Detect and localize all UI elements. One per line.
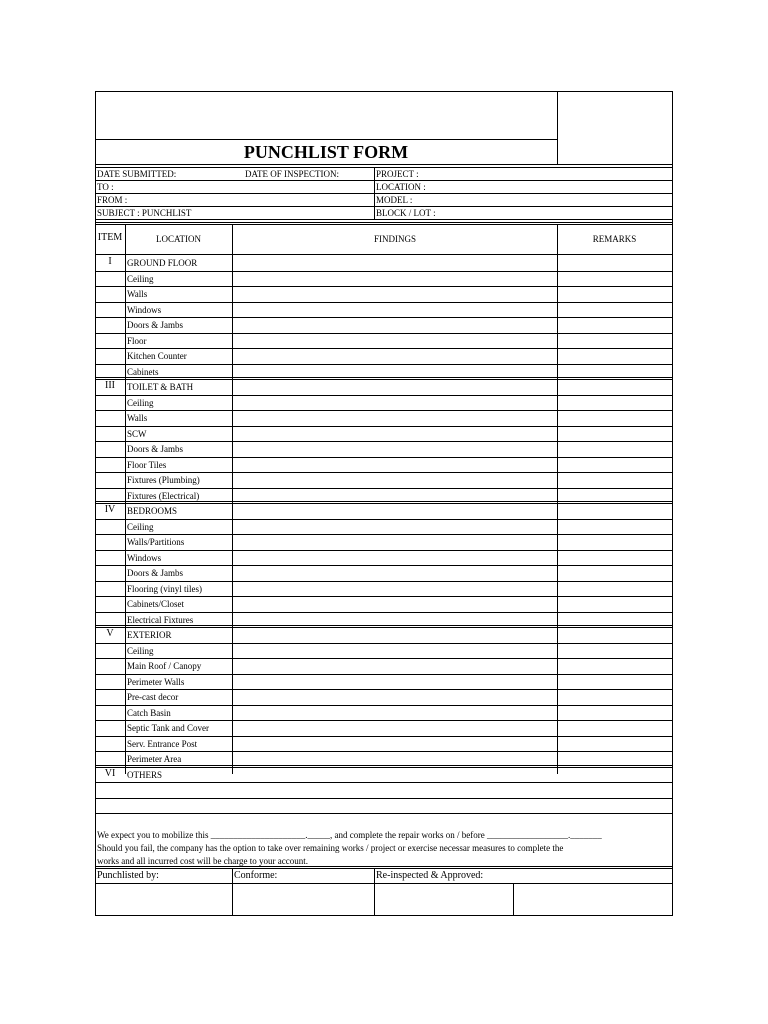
list-item: Doors & Jambs xyxy=(127,568,183,578)
list-item: Kitchen Counter xyxy=(127,351,187,361)
table-row-line xyxy=(95,395,673,396)
list-item: Main Roof / Canopy xyxy=(127,661,202,671)
table-row-line xyxy=(95,302,673,303)
punchlist-form xyxy=(95,91,673,916)
table-row-line xyxy=(95,519,673,520)
notice-line-2: Should you fail, the company has the option to take over remaining works / project or exercise necessar measures to complete the xyxy=(97,843,564,853)
col-item-header: ITEM xyxy=(97,232,123,243)
list-item: Walls xyxy=(127,413,148,423)
table-row-line xyxy=(95,426,673,427)
list-item: Cabinets xyxy=(127,367,159,377)
list-item: Perimeter Area xyxy=(127,754,182,764)
table-row-line xyxy=(95,751,673,752)
table-row-line xyxy=(95,379,673,380)
table-row-line xyxy=(95,720,673,721)
conforme-label: Conforme: xyxy=(234,870,278,881)
list-item: Fixtures (Plumbing) xyxy=(127,475,200,485)
list-item: Ceiling xyxy=(127,522,154,532)
table-row-line xyxy=(95,627,673,628)
list-item: Pre-cast decor xyxy=(127,692,179,702)
table-row-line xyxy=(95,333,673,334)
table-row-line xyxy=(95,457,673,458)
table-row-line xyxy=(95,689,673,690)
table-row-line xyxy=(95,674,673,675)
remarks-column-divider xyxy=(557,224,558,774)
section-separator xyxy=(95,765,673,766)
table-row-line xyxy=(95,813,673,814)
from-label: FROM : xyxy=(97,195,128,205)
list-item: Electrical Fixtures xyxy=(127,615,194,625)
list-item: Cabinets/Closet xyxy=(127,599,184,609)
list-item: Windows xyxy=(127,305,162,315)
list-item: Walls xyxy=(127,289,148,299)
table-top-line xyxy=(95,224,673,225)
section-title: EXTERIOR xyxy=(127,630,172,640)
table-row-line xyxy=(95,271,673,272)
table-row-line xyxy=(95,798,673,799)
table-row-line xyxy=(95,441,673,442)
signature-divider-1 xyxy=(232,868,233,916)
table-row-line xyxy=(95,503,673,504)
signature-divider-3 xyxy=(513,883,514,916)
date-of-inspection-label: DATE OF INSPECTION: xyxy=(245,169,340,179)
table-row-line xyxy=(95,596,673,597)
notice-line-1: We expect you to mobilize this _____________________._____, and complete the repair works on / before __________________._______ xyxy=(97,830,602,840)
punchlisted-by-label: Punchlisted by: xyxy=(97,870,159,881)
signature-top-line-2 xyxy=(95,868,673,869)
table-row-line xyxy=(95,364,673,365)
list-item: Serv. Entrance Post xyxy=(127,739,198,749)
table-row-line xyxy=(95,550,673,551)
table-row-line xyxy=(95,348,673,349)
table-row-line xyxy=(95,612,673,613)
table-row-line xyxy=(95,565,673,566)
section-title: GROUND FLOOR xyxy=(127,258,198,268)
list-item: Ceiling xyxy=(127,646,154,656)
model-label: MODEL : xyxy=(376,195,413,205)
list-item: Windows xyxy=(127,553,162,563)
table-row-line xyxy=(95,534,673,535)
list-item: Floor Tiles xyxy=(127,460,167,470)
table-header-bottom-line xyxy=(95,254,673,255)
table-row-line xyxy=(95,658,673,659)
logo-box-divider xyxy=(557,91,558,164)
block-lot-label: BLOCK / LOT : xyxy=(376,208,436,218)
list-item: Doors & Jambs xyxy=(127,444,183,454)
table-row-line xyxy=(95,782,673,783)
list-item: Perimeter Walls xyxy=(127,677,185,687)
list-item: Ceiling xyxy=(127,274,154,284)
section-numeral: IV xyxy=(104,504,116,515)
to-label: TO : xyxy=(97,182,114,192)
section-numeral: V xyxy=(106,628,114,639)
section-title: TOILET & BATH xyxy=(127,382,194,392)
frame-top xyxy=(95,91,673,92)
location-column-divider xyxy=(232,224,233,774)
table-row-line xyxy=(95,410,673,411)
list-item: Ceiling xyxy=(127,398,154,408)
item-column-divider xyxy=(125,224,126,774)
form-title: PUNCHLIST FORM xyxy=(243,142,409,162)
project-label: PROJECT : xyxy=(376,169,419,179)
table-row-line xyxy=(95,472,673,473)
list-item: Septic Tank and Cover xyxy=(127,723,209,733)
section-title: OTHERS xyxy=(127,770,163,780)
header-bottom-line xyxy=(95,222,673,223)
section-separator xyxy=(95,377,673,378)
signature-label-line xyxy=(95,883,673,884)
list-item: Catch Basin xyxy=(127,708,171,718)
list-item: Floor xyxy=(127,336,147,346)
frame-bottom xyxy=(95,915,673,916)
list-item: Walls/Partitions xyxy=(127,537,185,547)
table-row-line xyxy=(95,736,673,737)
date-submitted-label: DATE SUBMITTED: xyxy=(97,169,177,179)
title-top-line xyxy=(95,139,557,140)
list-item: Fixtures (Electrical) xyxy=(127,491,200,501)
table-row-line xyxy=(95,286,673,287)
col-location-header: LOCATION xyxy=(156,234,201,244)
signature-top-line xyxy=(95,866,673,867)
list-item: Doors & Jambs xyxy=(127,320,183,330)
list-item: SCW xyxy=(127,429,147,439)
table-row-line xyxy=(95,643,673,644)
title-bottom-line xyxy=(95,164,673,165)
location-label: LOCATION : xyxy=(376,182,426,192)
list-item: Flooring (vinyl tiles) xyxy=(127,584,202,594)
table-row-line xyxy=(95,581,673,582)
section-numeral: I xyxy=(108,256,112,267)
header-divider xyxy=(374,167,375,219)
section-title: BEDROOMS xyxy=(127,506,178,516)
reinspected-label: Re-inspected & Approved: xyxy=(376,870,484,881)
section-separator xyxy=(95,625,673,626)
subject-label: SUBJECT : PUNCHLIST xyxy=(97,208,192,218)
section-numeral: VI xyxy=(104,768,116,779)
table-row-line xyxy=(95,488,673,489)
table-row-line xyxy=(95,317,673,318)
notice-line-3: works and all incurred cost will be charge to your account. xyxy=(97,856,309,866)
section-separator xyxy=(95,501,673,502)
col-findings-header: FINDINGS xyxy=(373,234,416,244)
table-row-line xyxy=(95,705,673,706)
signature-divider-2 xyxy=(374,868,375,916)
col-remarks-header: REMARKS xyxy=(592,234,637,244)
section-numeral: III xyxy=(105,380,115,391)
header-line-4 xyxy=(95,219,673,220)
table-row-line xyxy=(95,767,673,768)
